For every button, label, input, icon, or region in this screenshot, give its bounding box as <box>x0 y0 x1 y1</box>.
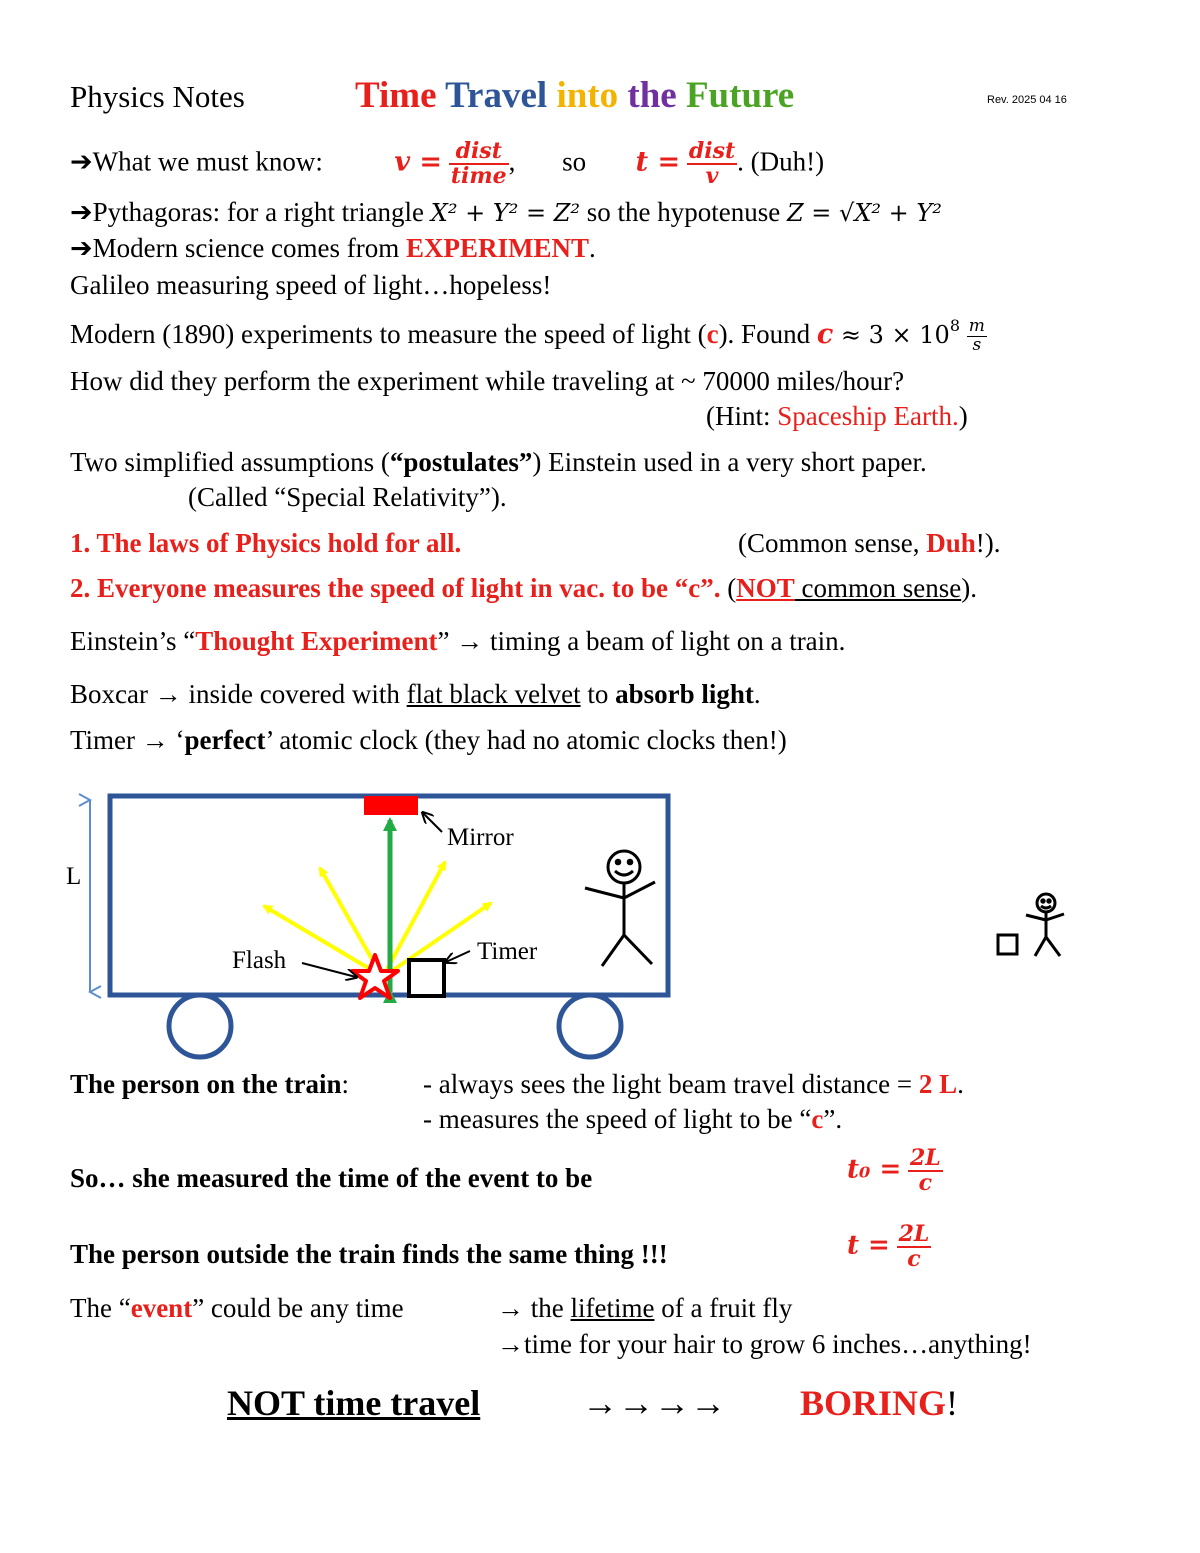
so-equation: t₀ = $\frac{2L}{c}$ <box>847 1145 941 1197</box>
arrow-icon: ➔ <box>70 146 93 177</box>
label-flash: Flash <box>232 947 287 974</box>
person-on-train-label: The person on the train: <box>70 1069 350 1099</box>
person-on-train <box>585 851 655 966</box>
so-line: So… she measured the time of the event to be <box>70 1163 593 1193</box>
revision-label: Rev. 2025 04 16 <box>987 94 1067 106</box>
postulate-1-note: (Common sense, Duh!). <box>738 528 1001 558</box>
final-not-time-travel: NOT time travel <box>227 1383 481 1423</box>
final-boring: BORING! <box>800 1383 959 1423</box>
title-part-3: into <box>556 75 628 116</box>
title-part-1: Time <box>355 75 446 116</box>
line-timer: Timer → ‘perfect’ atomic clock (they had no atomic clocks then!) <box>70 725 787 755</box>
units-fraction: $\frac{m}{s}$ <box>968 316 985 356</box>
title-part-2: Travel <box>445 75 557 116</box>
title-part-4: the <box>627 75 686 116</box>
event-example-1: → the lifetime of a fruit fly <box>497 1293 793 1323</box>
arrow-icon: ➔ <box>70 197 93 227</box>
arrow-icon: ➔ <box>70 233 93 263</box>
velocity-equation-lhs: v = <box>394 146 443 178</box>
title-part-5: Future <box>685 75 795 116</box>
line-pythagoras: ➔Pythagoras: for a right triangle X² + Y² = Z² so the hypotenuse Z = √X² + Y² <box>70 197 942 227</box>
line-what-we-know: ➔What we must know: v = $\frac{\text{dist}}{\text{time}}$ , so t = $\frac{\text{dist}}{v}$ . (Duh!) <box>70 138 825 190</box>
header-left: Physics Notes <box>70 79 245 114</box>
postulate-1: 1. The laws of Physics hold for all. <box>70 528 462 558</box>
velocity-fraction: $\frac{\text{dist}}{\text{time}}$ <box>450 138 507 190</box>
label-mirror: Mirror <box>447 824 514 851</box>
line-special-relativity: (Called “Special Relativity”). <box>188 482 507 512</box>
time-equation-lhs: t = <box>635 146 681 178</box>
time-fraction: $\frac{\text{dist}}{v}$ <box>688 138 736 190</box>
event-line: The “event” could be any time <box>70 1293 404 1323</box>
label-timer: Timer <box>477 938 538 965</box>
mirror <box>364 796 418 815</box>
event-example-2: →time for your hair to grow 6 inches…anything! <box>497 1329 1032 1359</box>
line-modern-experiments: Modern (1890) experiments to measure the speed of light (c). Found $c \approx 3 \times 10^8$ $\frac{m}{s}$ <box>70 316 985 356</box>
wheel-left <box>169 995 231 1057</box>
mirror-pointer-arrow <box>423 813 442 832</box>
hypotenuse-equation: Z = √X² + Y² <box>786 199 942 227</box>
wheel-right <box>559 995 621 1057</box>
person-outside-train <box>1026 894 1064 956</box>
line-galileo: Galileo measuring speed of light…hopeless! <box>70 270 552 300</box>
label-length: L <box>66 863 82 890</box>
line-thought-experiment: Einstein’s “Thought Experiment” → timing a beam of light on a train. <box>70 626 846 656</box>
person-on-train-bullet-2: - measures the speed of light to be “c”. <box>423 1104 843 1134</box>
flash-pointer-arrow <box>302 963 356 977</box>
timer-box <box>409 960 444 996</box>
line-how-perform: How did they perform the experiment while traveling at ~ 70000 miles/hour? <box>70 366 905 396</box>
outside-equation: t = $\frac{2L}{c}$ <box>847 1221 930 1273</box>
timer-pointer-arrow <box>446 951 470 962</box>
person-on-train-bullet-1: - always sees the light beam travel distance = 2 L. <box>423 1069 964 1099</box>
pythagoras-equation: X² + Y² = Z² <box>430 199 580 227</box>
line-boxcar: Boxcar → inside covered with flat black velvet to absorb light. <box>70 679 761 709</box>
outside-line: The person outside the train finds the same thing !!! <box>70 1239 668 1269</box>
line-experiment: ➔Modern science comes from EXPERIMENT. <box>70 233 596 263</box>
postulate-2: 2. Everyone measures the speed of light in vac. to be “c”. (NOT common sense). <box>70 573 977 603</box>
line-hint: (Hint: Spaceship Earth.) <box>706 401 968 431</box>
final-arrows: →→→→ <box>582 1383 726 1423</box>
line-assumptions: Two simplified assumptions (“postulates”) Einstein used in a very short paper. <box>70 447 927 477</box>
outside-timer-box <box>998 935 1017 954</box>
